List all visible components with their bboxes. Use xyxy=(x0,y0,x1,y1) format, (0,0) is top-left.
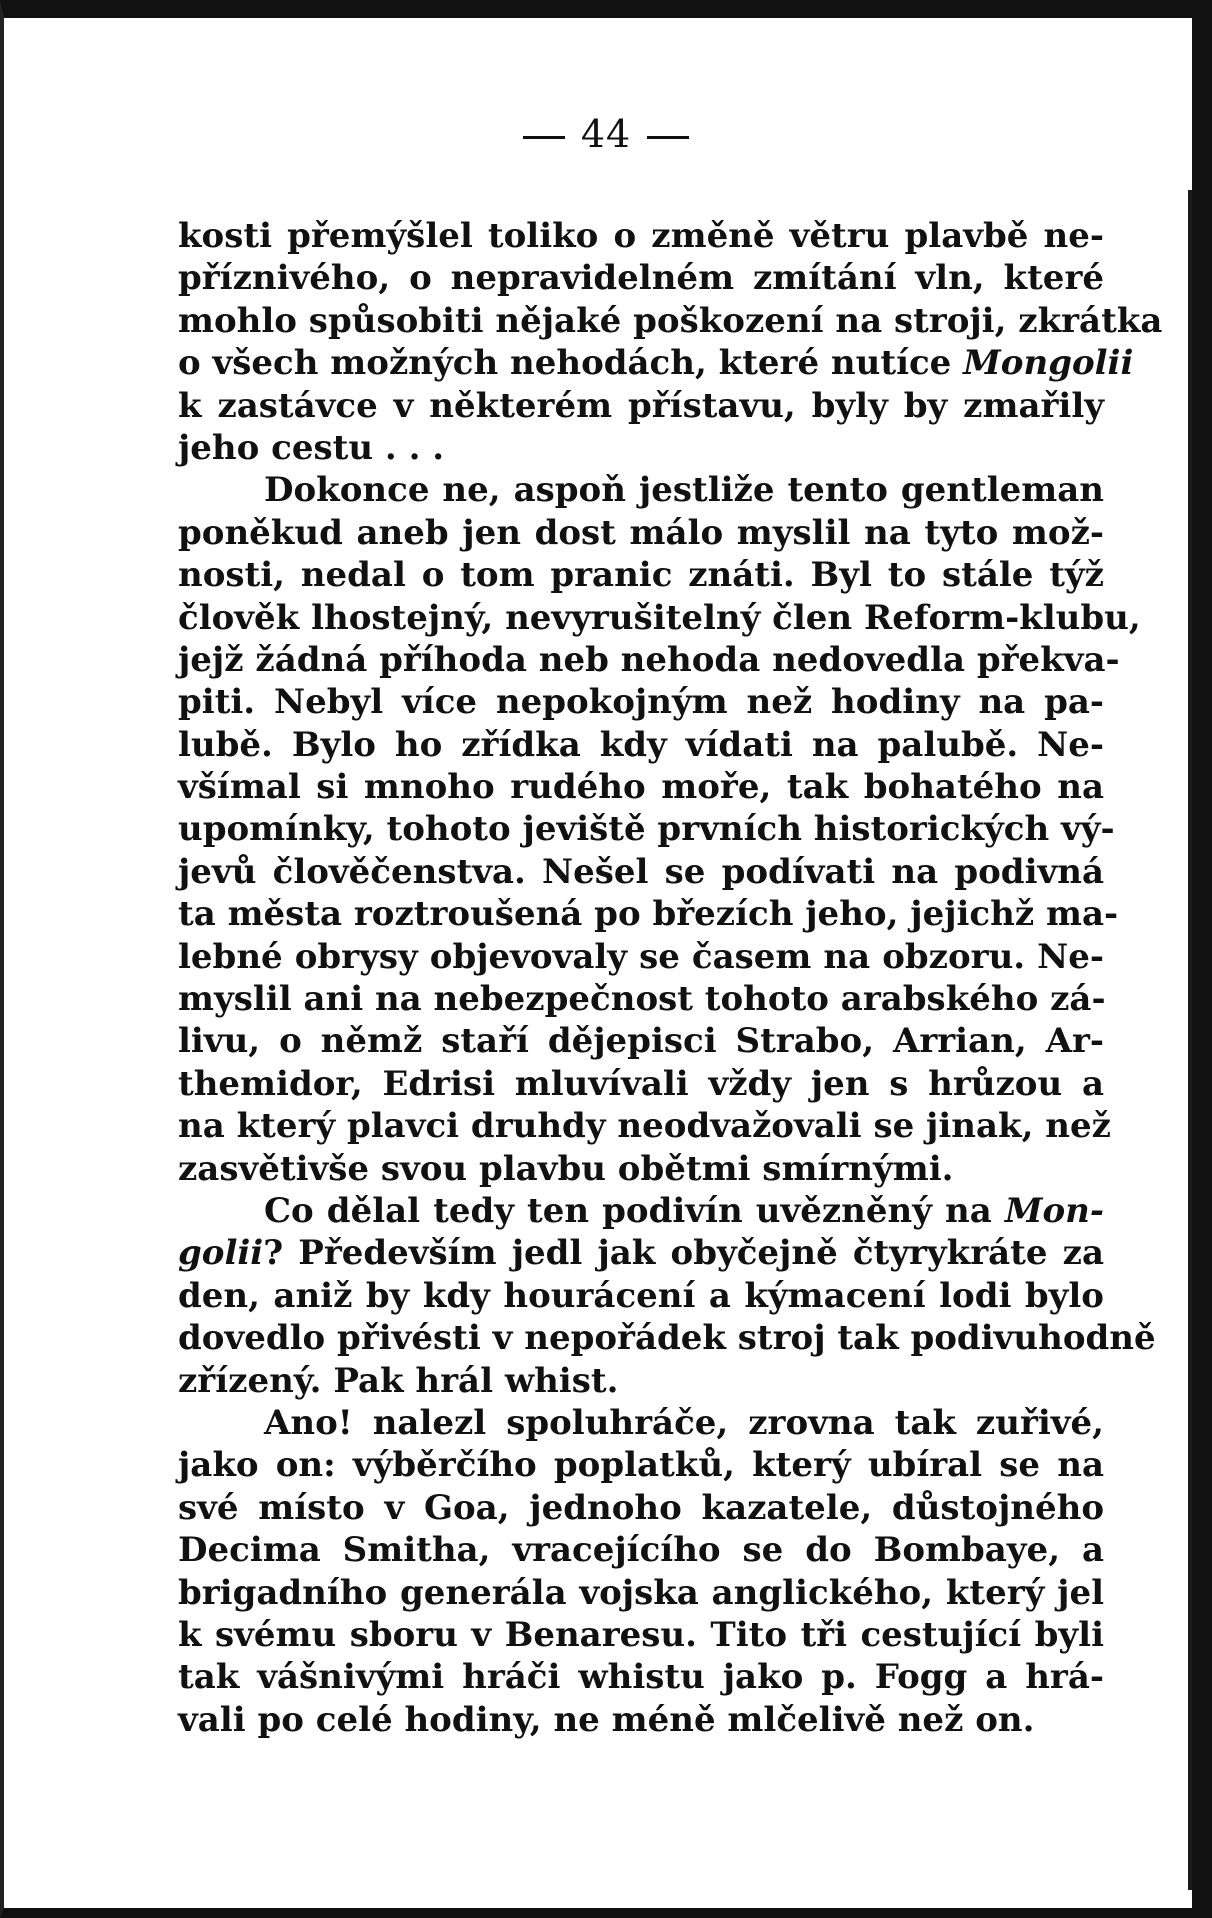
italic-ship-name: Mongolii xyxy=(963,343,1134,384)
text-line: Decima Smitha, vracejícího se do Bombaye, a xyxy=(178,1530,1104,1571)
paragraph xyxy=(178,469,1141,1190)
text-line: o všech možných nehodách, které nutíce Mongolii xyxy=(178,343,1134,384)
text-line: jejž žádná příhoda neb nehoda nedovedla překva- xyxy=(178,639,1120,680)
text-line: příznivého, o nepravidelném zmítání vln, které xyxy=(178,258,1104,299)
text-line: myslil ani na nebezpečnost tohoto arabského zá- xyxy=(178,979,1106,1020)
text-line: na který plavci druhdy neodvažovali se jinak, než xyxy=(178,1106,1111,1147)
text-line: člověk lhostejný, nevyrušitelný člen Reform-klubu, xyxy=(178,597,1141,638)
text-line: mohlo spůsobiti nějaké poškození na stroji, zkrátka xyxy=(178,300,1163,341)
text-line: lubě. Bylo ho zřídka kdy vídati na palubě. Ne- xyxy=(178,724,1104,765)
dash-right xyxy=(647,136,689,139)
text-line: zasvětivše svou plavbu obětmi smírnými. xyxy=(178,1148,954,1189)
text-line: jeho cestu . . . xyxy=(178,427,445,468)
text-line: nosti, nedal o tom pranic znáti. Byl to stále týž xyxy=(178,555,1104,596)
text-line: své místo v Goa, jednoho kazatele, důstojného xyxy=(178,1487,1104,1528)
text-line: zřízený. Pak hrál whist. xyxy=(178,1360,619,1401)
page-number: 44 xyxy=(580,112,632,156)
text-line: livu, o němž staří dějepisci Strabo, Arrian, Ar- xyxy=(178,1021,1104,1062)
text-line: poněkud aneb jen dost málo myslil na tyto mož- xyxy=(178,512,1104,553)
text-line: themidor, Edrisi mluvívali vždy jen s hrůzou a xyxy=(178,1063,1104,1104)
text-line: upomínky, tohoto jeviště prvních historických vý- xyxy=(178,809,1115,850)
paragraph xyxy=(178,215,1163,469)
page-number-header xyxy=(0,112,1212,156)
paragraph xyxy=(178,1402,1104,1741)
text-line: piti. Nebyl více nepokojným než hodiny na pa- xyxy=(178,682,1104,723)
text-line: tak vášnivými hráči whistu jako p. Fogg a hrá- xyxy=(178,1657,1104,1698)
text-line: dovedlo přivésti v nepořádek stroj tak podivuhodně xyxy=(178,1318,1156,1359)
body-text xyxy=(178,215,1163,1741)
dash-left xyxy=(523,136,565,139)
text-line: Co dělal tedy ten podivín uvězněný na Mon- xyxy=(264,1190,1104,1231)
text-line: den, aniž by kdy hourácení a kýmacení lodi bylo xyxy=(178,1275,1104,1316)
italic-ship-name: Mon- xyxy=(1004,1190,1104,1231)
text-line: brigadního generála vojska anglického, který jel xyxy=(178,1572,1104,1613)
text-line: ta města roztroušená po březích jeho, jejichž ma- xyxy=(178,894,1119,935)
text-line: jevů člověčenstva. Nešel se podívati na podivná xyxy=(178,851,1104,892)
text-line: k svému sboru v Benaresu. Tito tři cestující byli xyxy=(178,1614,1104,1655)
text-line: kosti přemýšlel toliko o změně větru plavbě ne- xyxy=(178,216,1104,256)
text-line: jako on: výběrčího poplatků, který ubíral se na xyxy=(178,1445,1104,1486)
italic-ship-name: golii xyxy=(178,1233,264,1274)
text-line: Dokonce ne, aspoň jestliže tento gentleman xyxy=(264,470,1104,511)
paragraph xyxy=(178,1190,1156,1402)
text-line: vali po celé hodiny, ne méně mlčelivě než on. xyxy=(178,1699,1035,1740)
text-line: všímal si mnoho rudého moře, tak bohatého na xyxy=(178,767,1104,808)
text-line: lebné obrysy objevovaly se časem na obzoru. Ne- xyxy=(178,936,1104,977)
text-line: golii? Především jedl jak obyčejně čtyrykráte za xyxy=(178,1233,1104,1274)
text-line: Ano! nalezl spoluhráče, zrovna tak zuřivé, xyxy=(264,1402,1104,1443)
text-line: k zastávce v některém přístavu, byly by zmařily xyxy=(178,385,1104,426)
